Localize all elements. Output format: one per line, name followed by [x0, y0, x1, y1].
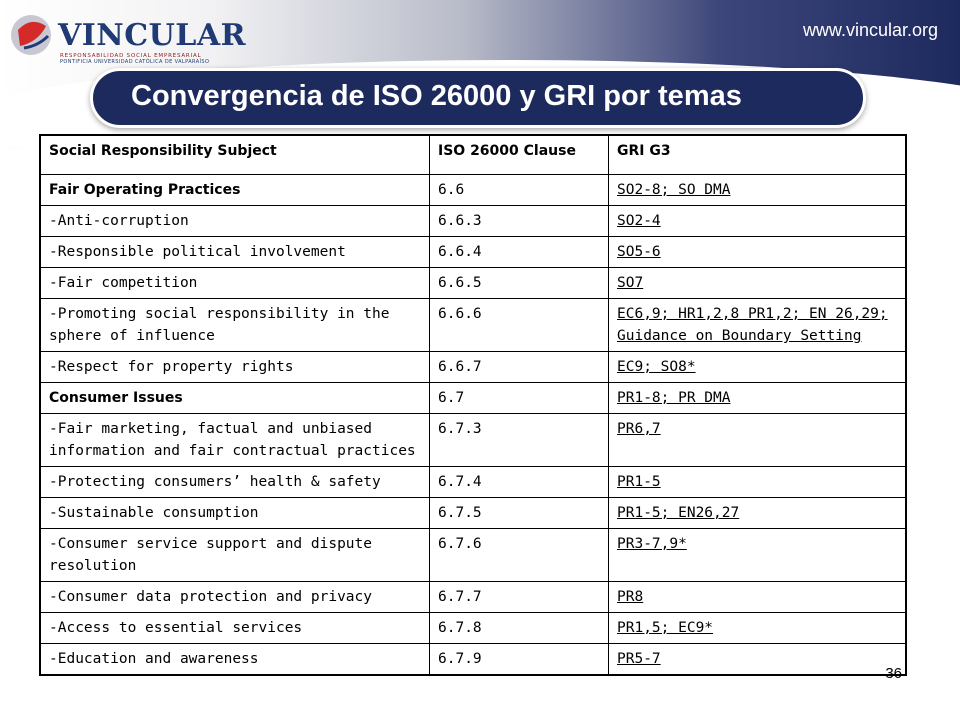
cell-clause: 6.7.9 [430, 644, 609, 676]
cell-subject: -Fair competition [40, 268, 430, 299]
header-subject: Social Responsibility Subject [40, 135, 430, 175]
cell-clause: 6.6 [430, 175, 609, 206]
table-header-row [40, 135, 906, 175]
table-section-row [40, 175, 906, 206]
cell-clause: 6.6.3 [430, 206, 609, 237]
table-row [40, 352, 906, 383]
iso-gri-table [39, 134, 907, 676]
table-row [40, 237, 906, 268]
cell-subject: -Sustainable consumption [40, 498, 430, 529]
gri-link[interactable]: PR8 [617, 589, 644, 605]
cell-subject: -Access to essential services [40, 613, 430, 644]
header-clause: ISO 26000 Clause [430, 135, 609, 175]
cell-gri [609, 206, 907, 237]
cell-subject: -Consumer service support and dispute resolution [40, 529, 430, 582]
cell-clause: 6.7.4 [430, 467, 609, 498]
cell-clause: 6.7.5 [430, 498, 609, 529]
gri-link[interactable]: PR1-5; EN26,27 [617, 505, 740, 521]
cell-clause: 6.7.7 [430, 582, 609, 613]
site-url[interactable]: www.vincular.org [802, 20, 938, 40]
page-title: Convergencia de ISO 26000 y GRI por temas [131, 80, 742, 112]
cell-subject: -Education and awareness [40, 644, 430, 676]
gri-link[interactable]: PR1-5 [617, 474, 661, 490]
cell-clause: 6.7.6 [430, 529, 609, 582]
table-row [40, 529, 906, 582]
cell-clause: 6.7.3 [430, 414, 609, 467]
gri-link[interactable]: PR5-7 [617, 651, 661, 667]
gri-link[interactable]: PR1-8; PR DMA [617, 390, 731, 406]
table-row [40, 467, 906, 498]
table-row [40, 299, 906, 352]
table-row [40, 644, 906, 676]
table-row [40, 206, 906, 237]
gri-link[interactable]: SO2-8; SO DMA [617, 182, 731, 198]
logo-subtitle: RESPONSABILIDAD SOCIAL EMPRESARIAL [60, 53, 202, 59]
cell-subject: -Responsible political involvement [40, 237, 430, 268]
cell-gri [609, 175, 907, 206]
cell-gri [609, 237, 907, 268]
logo-name: VINCULAR [58, 18, 247, 53]
cell-subject: -Consumer data protection and privacy [40, 582, 430, 613]
table-row [40, 498, 906, 529]
cell-gri [609, 352, 907, 383]
cell-clause: 6.7.8 [430, 613, 609, 644]
cell-clause: 6.6.5 [430, 268, 609, 299]
vincular-logo[interactable] [8, 8, 247, 65]
cell-subject: -Protecting consumers’ health & safety [40, 467, 430, 498]
table-section-row [40, 383, 906, 414]
table-row [40, 268, 906, 299]
globe-icon [8, 12, 54, 58]
cell-gri [609, 467, 907, 498]
cell-gri [609, 383, 907, 414]
cell-subject: -Fair marketing, factual and unbiased information and fair contractual practices [40, 414, 430, 467]
gri-link[interactable]: EC6,9; HR1,2,8 PR1,2; EN 26,29; Guidance on Boundary Setting [617, 306, 888, 344]
title-banner [90, 68, 866, 128]
table-row [40, 613, 906, 644]
cell-gri [609, 414, 907, 467]
page-number: 36 [885, 665, 902, 682]
gri-link[interactable]: PR1,5; EC9* [617, 620, 714, 636]
cell-gri [609, 268, 907, 299]
cell-subject: Fair Operating Practices [40, 175, 430, 206]
header-gri: GRI G3 [609, 135, 907, 175]
gri-link[interactable]: SO5-6 [617, 244, 661, 260]
cell-gri [609, 299, 907, 352]
cell-subject: -Anti-corruption [40, 206, 430, 237]
gri-link[interactable]: SO7 [617, 275, 644, 291]
gri-link[interactable]: PR6,7 [617, 421, 661, 437]
cell-clause: 6.7 [430, 383, 609, 414]
table-row [40, 414, 906, 467]
gri-link[interactable]: PR3-7,9* [617, 536, 687, 552]
convergence-table [39, 134, 907, 676]
cell-clause: 6.6.7 [430, 352, 609, 383]
cell-subject: -Respect for property rights [40, 352, 430, 383]
cell-subject: Consumer Issues [40, 383, 430, 414]
gri-link[interactable]: EC9; SO8* [617, 359, 696, 375]
table-row [40, 582, 906, 613]
cell-gri [609, 582, 907, 613]
cell-gri [609, 529, 907, 582]
logo-university: PONTIFICIA UNIVERSIDAD CATÓLICA DE VALPARAÍSO [60, 59, 210, 65]
cell-clause: 6.6.4 [430, 237, 609, 268]
cell-gri [609, 498, 907, 529]
cell-gri [609, 613, 907, 644]
gri-link[interactable]: SO2-4 [617, 213, 661, 229]
cell-gri [609, 644, 907, 676]
cell-clause: 6.6.6 [430, 299, 609, 352]
cell-subject: -Promoting social responsibility in the sphere of influence [40, 299, 430, 352]
